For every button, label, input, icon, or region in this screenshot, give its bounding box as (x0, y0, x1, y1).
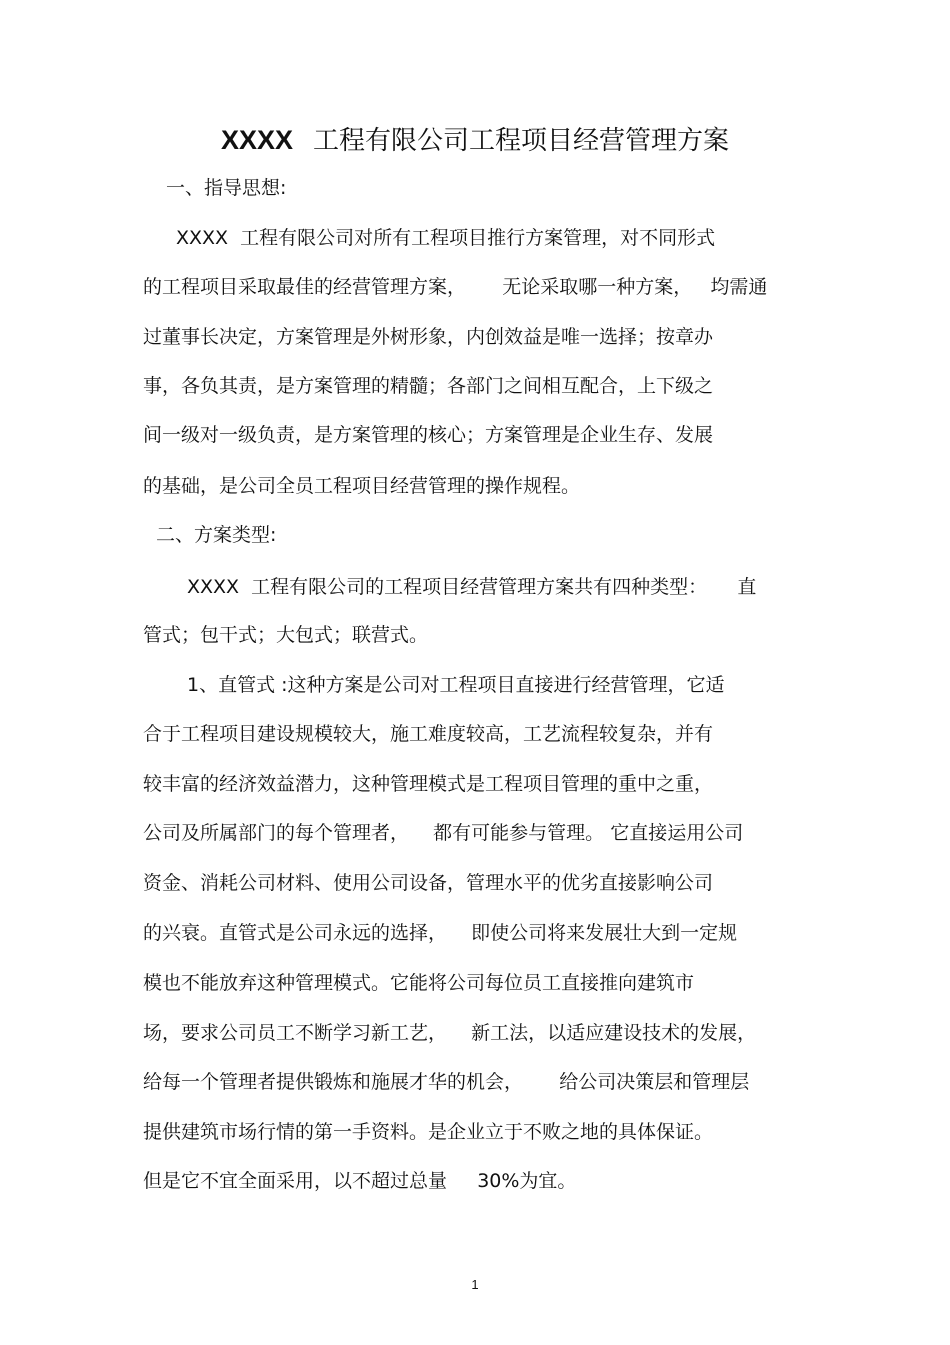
section-heading-1: 一、指导思想: (166, 177, 287, 199)
body-line: 提供建筑市场行情的第一手资料。是企业立于不败之地的具体保证。 (143, 1121, 714, 1143)
body-line: 过董事长决定，方案管理是外树形象，内创效益是唯一选择；按章办 (143, 326, 714, 348)
document-title (0, 118, 950, 163)
title-text: 工程有限公司工程项目经营管理方案 (313, 126, 730, 156)
body-line: 间一级对一级负责，是方案管理的核心；方案管理是企业生存、发展 (143, 424, 714, 446)
body-line: 模也不能放弃这种管理模式。它能将公司每位员工直接推向建筑市 (143, 972, 695, 994)
subsection-heading: 1、直管式 :这种方案是公司对工程项目直接进行经营管理，它适 (187, 674, 725, 696)
body-line: 给每一个管理者提供锻炼和施展才华的机会， 给公司决策层和管理层 (143, 1071, 750, 1093)
body-line: 事，各负其责，是方案管理的精髓；各部门之间相互配合，上下级之 (143, 375, 714, 397)
body-line: 合于工程项目建设规模较大，施工难度较高，工艺流程较复杂，并有 (143, 723, 714, 745)
body-line: 的工程项目采取最佳的经营管理方案， 无论采取哪一种方案， 均需通 (143, 276, 768, 298)
body-line: XXXX 工程有限公司的工程项目经营管理方案共有四种类型： 直 (187, 576, 757, 598)
body-line: 较丰富的经济效益潜力，这种管理模式是工程项目管理的重中之重， (143, 773, 714, 795)
body-line: 的兴衰。直管式是公司永远的选择， 即使公司将来发展壮大到一定规 (143, 922, 738, 944)
body-line: XXXX 工程有限公司对所有工程项目推行方案管理，对不同形式 (176, 227, 716, 249)
title-company-code: XXXX (220, 125, 294, 155)
body-line: 管式；包干式；大包式；联营式。 (143, 624, 429, 646)
body-line: 公司及所属部门的每个管理者， 都有可能参与管理。 它直接运用公司 (143, 822, 744, 844)
body-line: 的基础，是公司全员工程项目经营管理的操作规程。 (143, 475, 581, 497)
page-number: 1 (471, 1277, 479, 1292)
section-heading-2: 二、方案类型: (156, 524, 277, 546)
body-line: 但是它不宜全面采用，以不超过总量 30%为宜。 (143, 1170, 577, 1192)
body-line: 场，要求公司员工不断学习新工艺， 新工法，以适应建设技术的发展， (143, 1022, 757, 1044)
body-line: 资金、消耗公司材料、使用公司设备，管理水平的优劣直接影响公司 (143, 872, 714, 894)
